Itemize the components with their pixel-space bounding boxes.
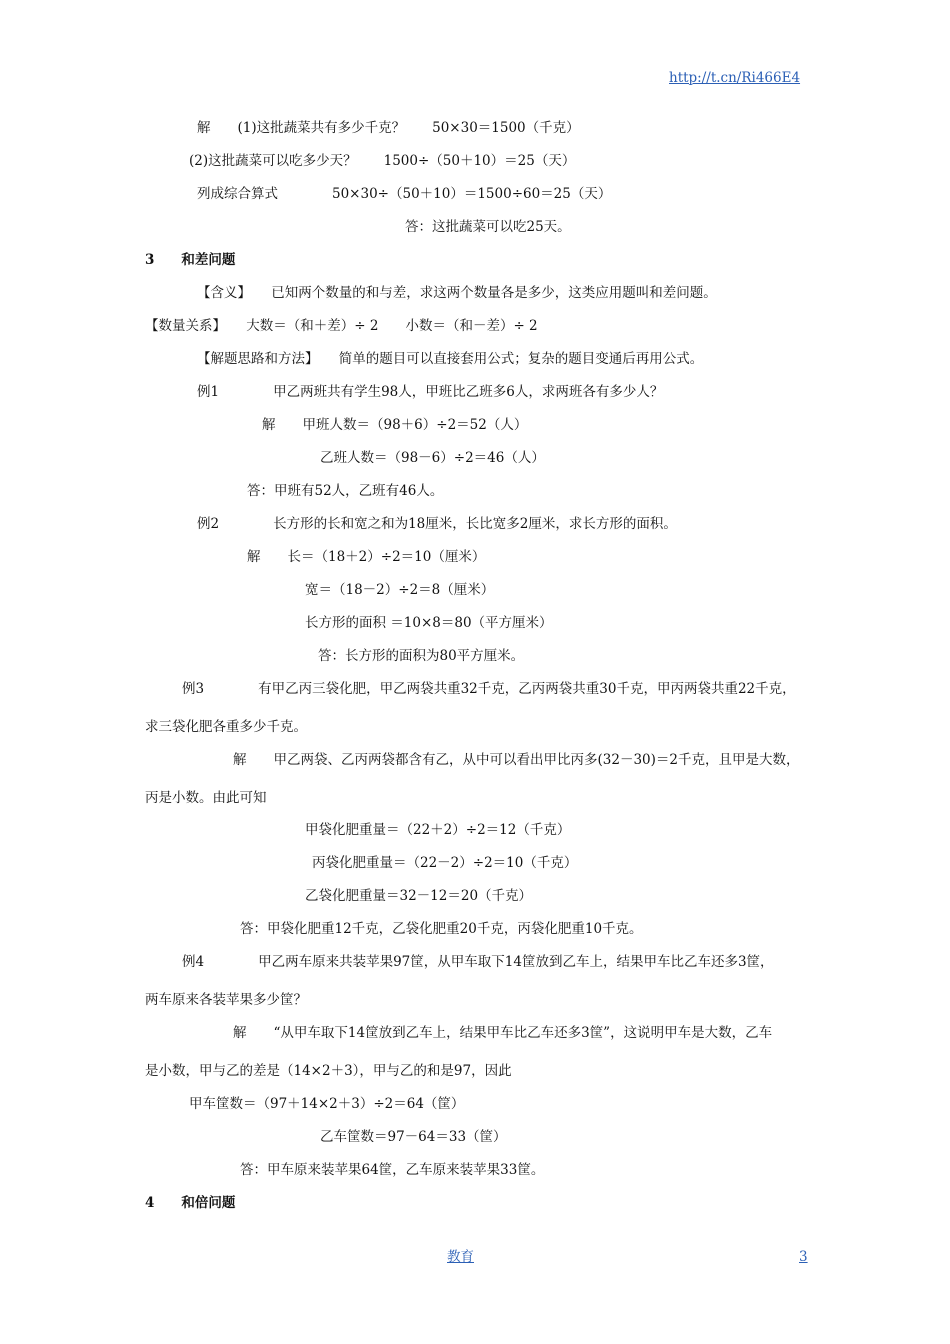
section-heading: 4 和倍问题: [145, 1195, 236, 1211]
solution-line: 解 甲乙两袋、乙丙两袋都含有乙，从中可以看出甲比丙多(32－30)＝2千克，且甲是大数，: [233, 752, 800, 768]
solution-line: 乙袋化肥重量＝32－12＝20（千克）: [305, 888, 533, 904]
answer-line: 答：甲袋化肥重12千克，乙袋化肥重20千克，丙袋化肥重10千克。: [240, 921, 643, 937]
formula-line: 列成综合算式 50×30÷（50＋10）＝1500÷60＝25（天）: [197, 186, 612, 202]
definition-line: 【含义】 已知两个数量的和与差，求这两个数量各是多少，这类应用题叫和差问题。: [197, 285, 717, 301]
example-line: 例4 甲乙两车原来共装苹果97筐，从甲车取下14筐放到乙车上，结果甲车比乙车还多3筐，: [182, 954, 774, 970]
solution-line: 甲袋化肥重量＝（22＋2）÷2＝12（千克）: [305, 822, 571, 838]
page-number[interactable]: 3: [799, 1249, 808, 1265]
answer-line: 答：长方形的面积为80平方厘米。: [318, 648, 525, 664]
solution-line: 是小数，甲与乙的差是（14×2＋3），甲与乙的和是97，因此: [145, 1063, 512, 1079]
example-line: 例3 有甲乙丙三袋化肥，甲乙两袋共重32千克，乙丙两袋共重30千克，甲丙两袋共重22千克，: [182, 681, 796, 697]
header-link[interactable]: http://t.cn/Ri466E4: [669, 70, 801, 86]
footer-link[interactable]: 教育: [447, 1249, 474, 1265]
example-line: 例2 长方形的长和宽之和为18厘米，长比宽多2厘米，求长方形的面积。: [197, 516, 677, 532]
answer-line: 答：这批蔬菜可以吃25天。: [405, 219, 571, 235]
solution-line: 甲车筐数＝（97＋14×2＋3）÷2＝64（筐）: [189, 1096, 465, 1112]
solution-line: 宽＝（18－2）÷2＝8（厘米）: [305, 582, 495, 598]
solution-line: 解 “从甲车取下14筐放到乙车上，结果甲车比乙车还多3筐”，这说明甲车是大数，乙车: [233, 1025, 773, 1041]
section-heading: 3 和差问题: [145, 252, 236, 268]
example-line: 例1 甲乙两班共有学生98人，甲班比乙班多6人，求两班各有多少人？: [197, 384, 664, 400]
solution-line: (2)这批蔬菜可以吃多少天？ 1500÷（50＋10）＝25（天）: [189, 153, 576, 169]
solution-line: 乙班人数＝（98－6）÷2＝46（人）: [320, 450, 545, 466]
example-line: 求三袋化肥各重多少千克。: [145, 719, 307, 735]
relation-line: 【数量关系】 大数＝（和＋差）÷ 2 小数＝（和－差）÷ 2: [145, 318, 538, 334]
solution-line: 解 长＝（18＋2）÷2＝10（厘米）: [247, 549, 486, 565]
solution-line: 丙袋化肥重量＝（22－2）÷2＝10（千克）: [312, 855, 578, 871]
answer-line: 答：甲班有52人，乙班有46人。: [247, 483, 444, 499]
solution-line: 解 (1)这批蔬菜共有多少千克？ 50×30＝1500（千克）: [197, 120, 580, 136]
example-line: 两车原来各装苹果多少筐？: [145, 992, 307, 1008]
solution-line: 解 甲班人数＝（98＋6）÷2＝52（人）: [262, 417, 528, 433]
answer-line: 答：甲车原来装苹果64筐，乙车原来装苹果33筐。: [240, 1162, 545, 1178]
solution-line: 长方形的面积 ＝10×8＝80（平方厘米）: [305, 615, 553, 631]
solution-line: 乙车筐数＝97－64＝33（筐）: [320, 1129, 507, 1145]
solution-line: 丙是小数。由此可知: [145, 790, 267, 806]
method-line: 【解题思路和方法】 简单的题目可以直接套用公式；复杂的题目变通后再用公式。: [197, 351, 704, 367]
